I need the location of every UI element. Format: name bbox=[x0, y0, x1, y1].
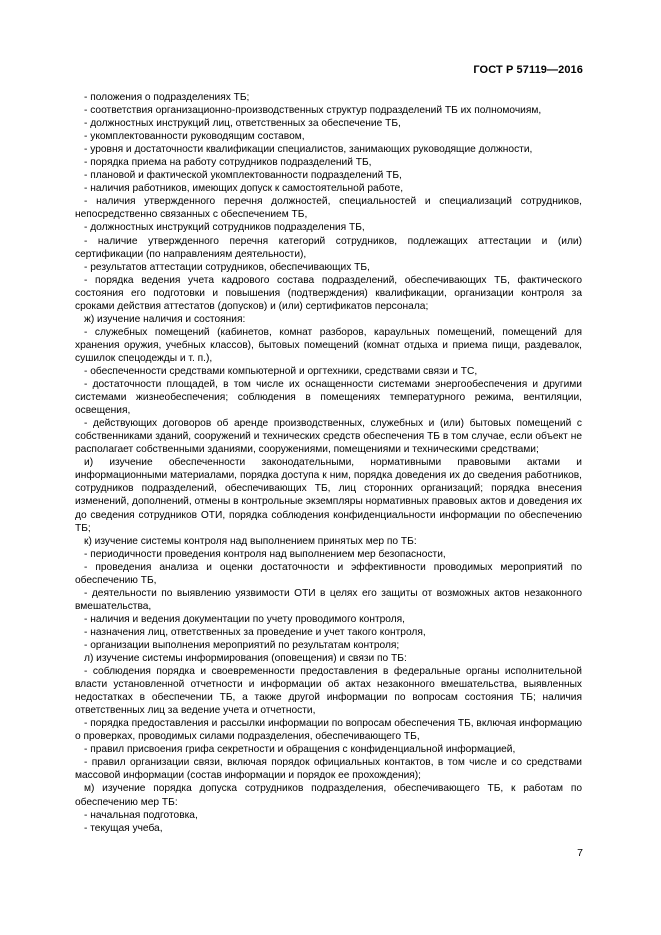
body-paragraph: - наличие утвержденного перечня категорий сотрудников, подлежащих аттестации и (или) сертификации (по направлениям деятельности), bbox=[75, 235, 582, 260]
body-paragraph: к) изучение системы контроля над выполнением принятых мер по ТБ: bbox=[84, 535, 417, 547]
body-paragraph: ж) изучение наличия и состояния: bbox=[84, 313, 246, 325]
body-paragraph: - наличия утвержденного перечня должностей, специальностей и специализаций сотрудников, непосредственно связанных с обеспечением ТБ, bbox=[75, 196, 582, 221]
body-paragraph: - плановой и фактической укомплектованности подразделений ТБ, bbox=[84, 170, 402, 182]
body-paragraph: - соответствия организационно-производственных структур подразделений ТБ их полномочиям, bbox=[84, 105, 542, 117]
body-paragraph: л) изучение системы информирования (оповещения) и связи по ТБ: bbox=[84, 653, 407, 665]
page-number: 7 bbox=[577, 847, 583, 859]
body-paragraph: - деятельности по выявлению уязвимости ОТИ в целях его защиты от возможных актов незаконного вмешательства, bbox=[75, 587, 582, 612]
body-paragraph: - должностных инструкций сотрудников подразделения ТБ, bbox=[84, 222, 365, 234]
body-paragraph: - правил присвоения грифа секретности и обращения с конфиденциальной информацией, bbox=[84, 744, 516, 756]
body-paragraph: - порядка предоставления и рассылки информации по вопросам обеспечения ТБ, включая информацию о проверках, проводимых силами подразделения, обеспечивающего ТБ, bbox=[75, 718, 582, 743]
body-paragraph: и) изучение обеспеченности законодательными, нормативными правовыми актами и информационными материалами, порядка доступа к ним, порядка доведения их до сведения работников, сотрудников подразделений, обеспечивающих ТБ, лиц сторонних организаций; порядка внесения изменений, дополнений, отмены в контрольные экземпляры нормативных правовых актов и доведения их до сведения сотрудников ОТИ, порядка соблюдения конфиденциальности информации по обеспечению ТБ; bbox=[75, 457, 582, 534]
body-paragraph: - проведения анализа и оценки достаточности и эффективности проводимых мероприятий по обеспечению ТБ, bbox=[75, 561, 582, 586]
body-paragraph: - правил организации связи, включая порядок официальных контактов, в том числе и со средствами массовой информации (состав информации и порядок ее прохождения); bbox=[75, 757, 582, 782]
body-paragraph: м) изучение порядка допуска сотрудников подразделения, обеспечивающего ТБ, к работам по обеспечению мер ТБ: bbox=[75, 783, 582, 808]
body-paragraph: - наличия и ведения документации по учету проводимого контроля, bbox=[84, 613, 406, 625]
body-paragraph: - периодичности проведения контроля над выполнением мер безопасности, bbox=[84, 548, 446, 560]
body-paragraph: - должностных инструкций лиц, ответственных за обеспечение ТБ, bbox=[84, 118, 401, 130]
body-paragraph: - результатов аттестации сотрудников, обеспечивающих ТБ, bbox=[84, 261, 370, 273]
body-paragraph: - порядка приема на работу сотрудников подразделений ТБ, bbox=[84, 157, 372, 169]
body-paragraph: - обеспеченности средствами компьютерной и оргтехники, средствами связи и ТС, bbox=[84, 365, 478, 377]
body-paragraph: - начальная подготовка, bbox=[84, 809, 198, 821]
body-paragraph: - служебных помещений (кабинетов, комнат разборов, караульных помещений, помещений для хранения оружия, учебных классов), бытовых помещений (комнат отдыха и приема пищи, раздевалок, сушилок спецодежды и т. п.), bbox=[75, 326, 582, 364]
body-paragraph: - порядка ведения учета кадрового состава подразделений, обеспечивающих ТБ, фактического состояния его подготовки и повышения (подтверждения) квалификации, организации контроля за сроками действия аттестатов (допусков) и (или) сертификатов персонала; bbox=[75, 274, 582, 312]
document-body bbox=[75, 91, 582, 835]
body-paragraph: - положения о подразделениях ТБ; bbox=[84, 92, 250, 103]
body-paragraph: - соблюдения порядка и своевременности предоставления в федеральные органы исполнительной власти установленной отчетности и информации об актах незаконного вмешательства, выявленных недостатках в обеспечении ТБ, а также другой информации по вопросам состояния ТБ; наличия ответственных лиц за ведение учета и отчетности, bbox=[75, 666, 582, 717]
body-paragraph: - текущая учеба, bbox=[84, 822, 163, 834]
document-id-header: ГОСТ Р 57119—2016 bbox=[473, 64, 583, 76]
body-paragraph: - укомплектованности руководящим составом, bbox=[84, 131, 305, 143]
body-paragraph: - действующих договоров об аренде производственных, служебных и (или) бытовых помещений с собственниками зданий, сооружений и технических средств обеспечения ТБ в том случае, если объект не располагает собственными зданиями, сооружениями, помещениями и техническими средствами; bbox=[75, 418, 582, 456]
body-paragraph: - достаточности площадей, в том числе их оснащенности системами энергообеспечения и другими системами жизнеобеспечения; соблюдения в помещениях температурного режима, вентиляции, освещения, bbox=[75, 379, 582, 417]
body-paragraph: - организации выполнения мероприятий по результатам контроля; bbox=[84, 639, 400, 651]
body-paragraph: - наличия работников, имеющих допуск к самостоятельной работе, bbox=[84, 183, 404, 195]
body-paragraph: - уровня и достаточности квалификации специалистов, занимающих руководящие должности, bbox=[84, 144, 533, 156]
body-paragraph: - назначения лиц, ответственных за проведение и учет такого контроля, bbox=[84, 626, 426, 638]
